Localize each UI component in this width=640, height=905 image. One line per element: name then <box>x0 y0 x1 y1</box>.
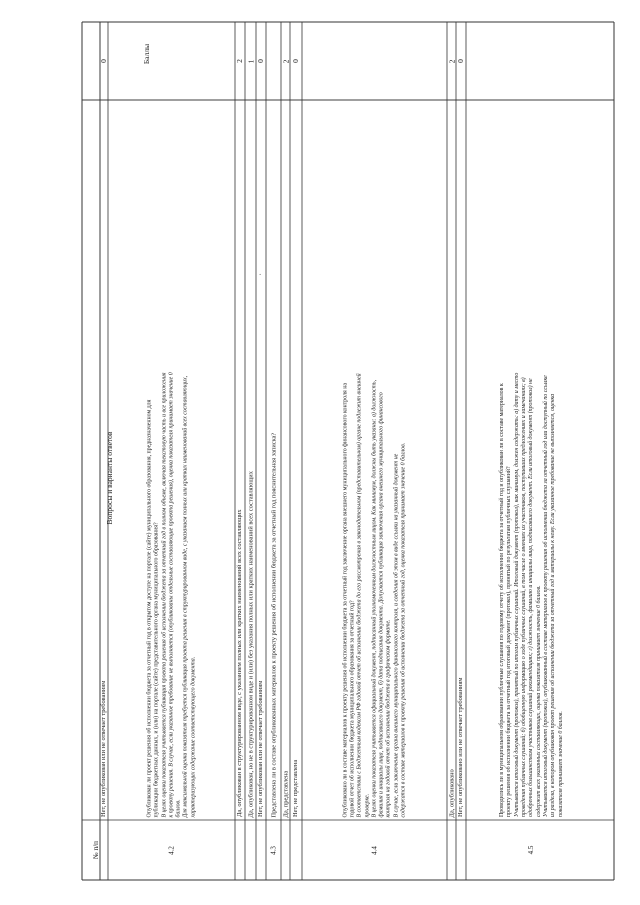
question-text-line: Нет, не представлена <box>292 759 300 817</box>
note-text-line: В случае, если заключение органа внешнего муниципального финансового контроля, и сведения об этом в виде ссылки на указанный документ не <box>392 453 399 817</box>
question-text-line: Опубликовано ли в составе материалов к проекту решения об исполнении бюджета за отчетный год заключение органа внешнего муниципального финансового контроля на <box>341 382 348 817</box>
note-text-line: проведения публичных слушаний; б) обобщенную информацию о ходе публичных слушаний, в том числе о мнениях их участников, поступивших предложениях и замечаниях; в) <box>521 377 528 817</box>
row-points: 0 <box>456 59 466 63</box>
question-text-line: Да, опубликован, но не в структурированном виде и (или) без указания полных или кратких наименований всех составляющих <box>246 470 254 817</box>
note-text-line: В целях оценки показателя учитывается публикация проекта решения об исполнении бюджета за отчетный год в полном объеме, включая текстовую часть и все приложения <box>160 371 167 817</box>
note-text-line: проверке. <box>363 793 370 817</box>
question-text-line: Да, опубликовано <box>447 768 455 817</box>
row-points: 0 <box>291 59 301 63</box>
note-text-line: фамилия и инициалы лица, подписавшего документ, б) дата подписания документа. Допускается публикация заключения органа внешнего муниципального финансового <box>378 391 385 817</box>
row-number: 4.3 <box>268 845 277 855</box>
row-points: 0 <box>99 59 109 63</box>
note-text-line: к проекту решения. В случае, если указанное требование не выполняется (опубликованы отдельные составляющие проекта решения), оценка показателя принимает значение 0 <box>167 371 174 817</box>
row-points: 0 <box>256 59 266 63</box>
row-number: 4.4 <box>369 845 378 855</box>
note-text-line: баллов. <box>175 798 182 817</box>
row-text-cell <box>108 100 235 820</box>
question-text-line: Опубликован ли проект решения об исполнении бюджета за отчетный год в открытом доступе на портале (сайте) муниципального образования, предназначенном для <box>145 399 152 817</box>
note-text-line: Для максимальной оценки показателя требуется публикация проекта решения в структурированном виде, с указанием полных или кратких наименований всех составляющих, <box>182 375 189 817</box>
note-text-line: содержит всех указанных составляющих, оценка показателя принимает значение 0 баллов. <box>535 585 542 817</box>
note-text-line: характеризующих содержание соответствующего документа. <box>189 656 196 817</box>
row-points: 2 <box>280 59 290 63</box>
question-text-line: Нет, не опубликовано или не отвечает требованиям <box>457 677 465 817</box>
header-num-label: № п/п <box>92 841 101 859</box>
row-text-cell <box>302 100 447 820</box>
note-text-line: показателя принимает значение 0 баллов. <box>557 711 564 817</box>
row-text-cell <box>466 100 598 820</box>
question-text-line: Нет, не опубликован или не отвечает требованиям <box>257 680 265 817</box>
question-text-line: публикации бюджетных данных, и (или) на портале (сайте) представительного органа муниципального образования? <box>153 521 160 817</box>
question-text-line: Проводились ли в муниципальном образовании публичные слушания по годовому отчету об исполнении бюджета за отчетный год и опубликован ли в составе материалов к <box>499 383 506 817</box>
note-text-line: одобренных большинством участников слушаний рекомендациях; г) должность, фамилию и инициалы лица, подписавшего документ. Если итоговый документ (протокол) не <box>528 378 535 817</box>
row-points: 2 <box>446 59 456 63</box>
note-text-line: В целях оценки показателя учитывается официальный документ, подписанный уполномоченным должностным лицом. Как минимум, должны быть указаны: а) должность, <box>370 379 377 817</box>
scan-mark: . <box>259 267 262 277</box>
row-number: 4.5 <box>527 845 536 855</box>
header-points-label: Баллы <box>142 43 152 65</box>
row-text-cell <box>235 100 245 820</box>
question-text-line: проекту решения об исполнении бюджета за отчетный год итоговый документ (протокол), принятый по результатам публичных слушаний? <box>506 466 513 817</box>
note-text-line: содержатся в составе материалов к проекту решения об исполнении бюджета за отчетный год, оценка показателя принимает значение 0 баллов. <box>400 442 407 817</box>
note-text-line: Учитывается итоговый документ (протокол), принятый по итогам публичных слушаний. Итоговый документ (протокол), как минимум, должен содержать: а) дату и место <box>513 372 520 817</box>
note-text-line: Учитывается итоговый документ (протокол), опубликованный в составе материалов к проекту решения об исполнении бюджета за отчетный год или доступный по ссылке <box>542 375 549 817</box>
row-text-cell <box>100 100 108 820</box>
question-text-line: годовой отчет об исполнении бюджета муниципального образования за отчетный год? <box>348 599 355 817</box>
row-points: 1 <box>245 59 255 63</box>
row-number: 4.2 <box>166 845 175 855</box>
question-text-line: Да, опубликован в структурированном виде, с указанием полных или кратких наименований всех составляющих <box>236 509 244 817</box>
row-text-cell <box>256 100 266 820</box>
row-text-cell <box>290 100 302 820</box>
question-text-line: Нет, не опубликован или не отвечает требованиям <box>100 680 108 817</box>
row-text-cell <box>281 100 290 820</box>
question-text-line: Да, представлена <box>281 770 289 817</box>
header-questions-label: Вопросы и варианты ответов <box>105 431 115 525</box>
note-text-line: В соответствии с Бюджетным кодексом РФ годовой отчет об исполнении бюджета до его рассмотрения в законодательном (представительном) органе подлежит внешней <box>356 372 363 817</box>
question-text-line: Представлена ли в составе опубликованных материалов к проекту решения об исполнении бюджета за отчетный год пояснительная записка? <box>269 432 277 817</box>
row-text-cell <box>245 100 256 820</box>
row-text-cell <box>456 100 466 820</box>
note-text-line: из раздела, в котором опубликован проект решения об исполнении бюджета за отчетный год и материалы к нему. Если указанное требование не выполняется, оценка <box>550 393 557 817</box>
note-text-line: контроля на годовой отчет об исполнении бюджета в графическом формате. <box>385 618 392 817</box>
row-text-cell <box>266 100 281 820</box>
row-text-cell <box>447 100 456 820</box>
row-points: 2 <box>235 59 245 63</box>
